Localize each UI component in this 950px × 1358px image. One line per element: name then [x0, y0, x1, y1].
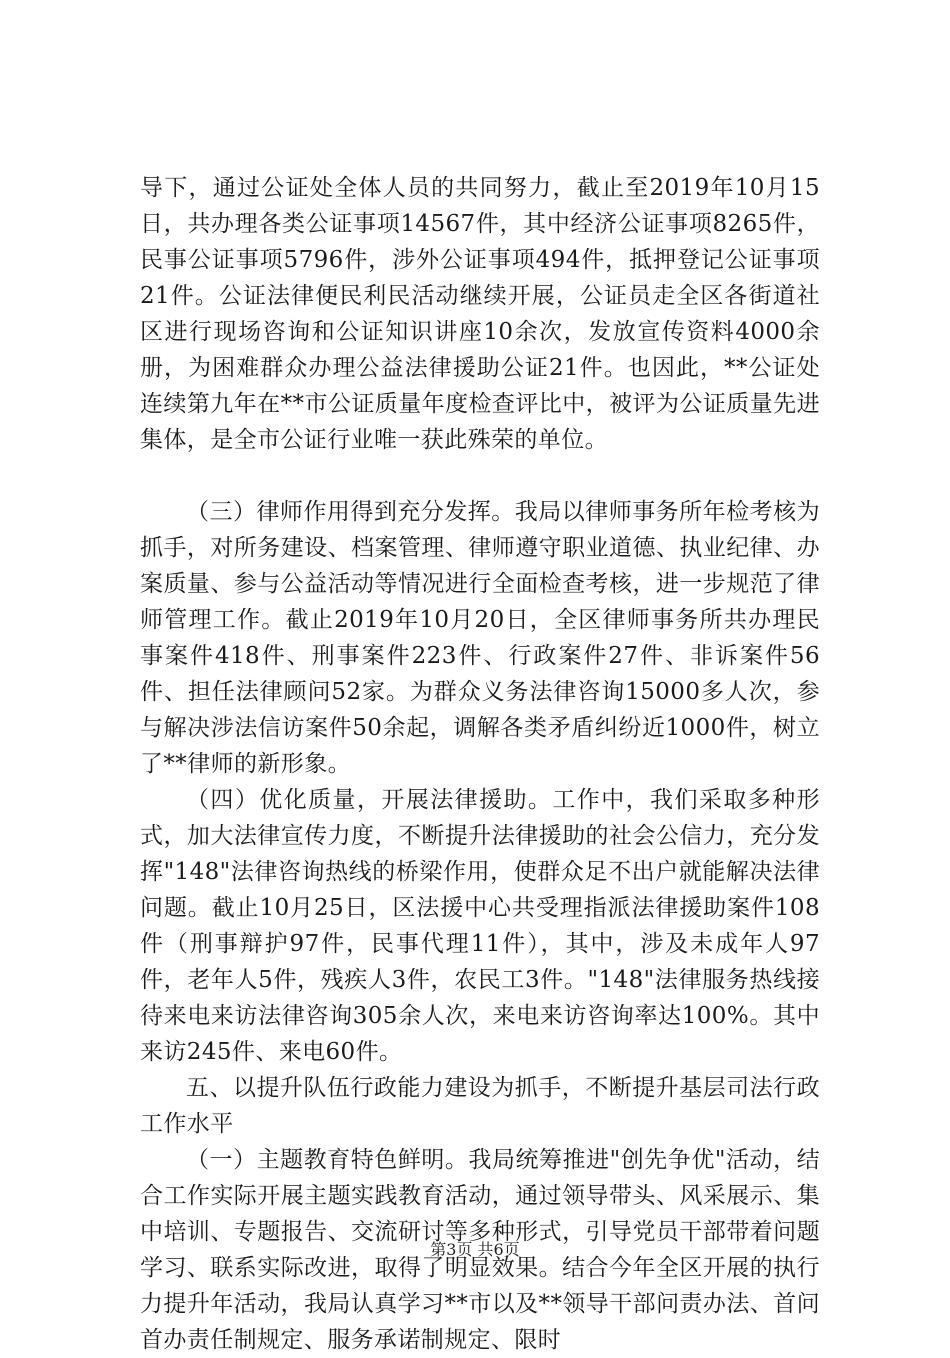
document-body: [140, 170, 820, 1358]
paragraph-lawyers: （三）律师作用得到充分发挥。我局以律师事务所年检考核为抓手，对所务建设、档案管理、律师遵守职业道德、执业纪律、办案质量、参与公益活动等情况进行全面检查考核，进一步规范了律师管理工作。截止2019年10月20日，全区律师事务所共办理民事案件418件、刑事案件223件、行政案件27件、非诉案件56件、担任法律顾问52家。为群众义务法律咨询15000多人次，参与解决涉法信访案件50余起，调解各类矛盾纠纷近1000件，树立了**律师的新形象。: [140, 499, 820, 777]
paragraph-theme-education: （一）主题教育特色鲜明。我局统筹推进"创先争优"活动，结合工作实际开展主题实践教育活动，通过领导带头、风采展示、集中培训、专题报告、交流研讨等多种形式，引导党员干部带着问题学习、联系实际改进，取得了明显效果。结合今年全区开展的执行力提升年活动，我局认真学习**市以及**领导干部问责办法、首问首办责任制规定、服务承诺制规定、限时: [140, 1147, 820, 1353]
section-heading-five: 五、以提升队伍行政能力建设为抓手，不断提升基层司法行政工作水平: [140, 1075, 820, 1137]
page-number-footer: 第3页 共6页: [430, 1240, 520, 1259]
paragraph-notary-continued: 导下，通过公证处全体人员的共同努力，截止至2019年10月15日，共办理各类公证事项14567件，其中经济公证事项8265件，民事公证事项5796件，涉外公证事项494件，抵押登记公证事项21件。公证法律便民利民活动继续开展，公证员走全区各街道社区进行现场咨询和公证知识讲座10余次，发放宣传资料4000余册，为困难群众办理公益法律援助公证21件。也因此，**公证处连续第九年在**市公证质量年度检查评比中，被评为公证质量先进集体，是全市公证行业唯一获此殊荣的单位。: [140, 175, 820, 453]
paragraph-legal-aid: （四）优化质量，开展法律援助。工作中，我们采取多种形式，加大法律宣传力度，不断提升法律援助的社会公信力，充分发挥"148"法律咨询热线的桥梁作用，使群众足不出户就能解决法律问题。截止10月25日，区法援中心共受理指派法律援助案件108件（刑事辩护97件，民事代理11件），其中，涉及未成年人97件，老年人5件，残疾人3件，农民工3件。"148"法律服务热线接待来电来访法律咨询305余人次，来电来访咨询率达100%。其中来访245件、来电60件。: [140, 787, 820, 1065]
